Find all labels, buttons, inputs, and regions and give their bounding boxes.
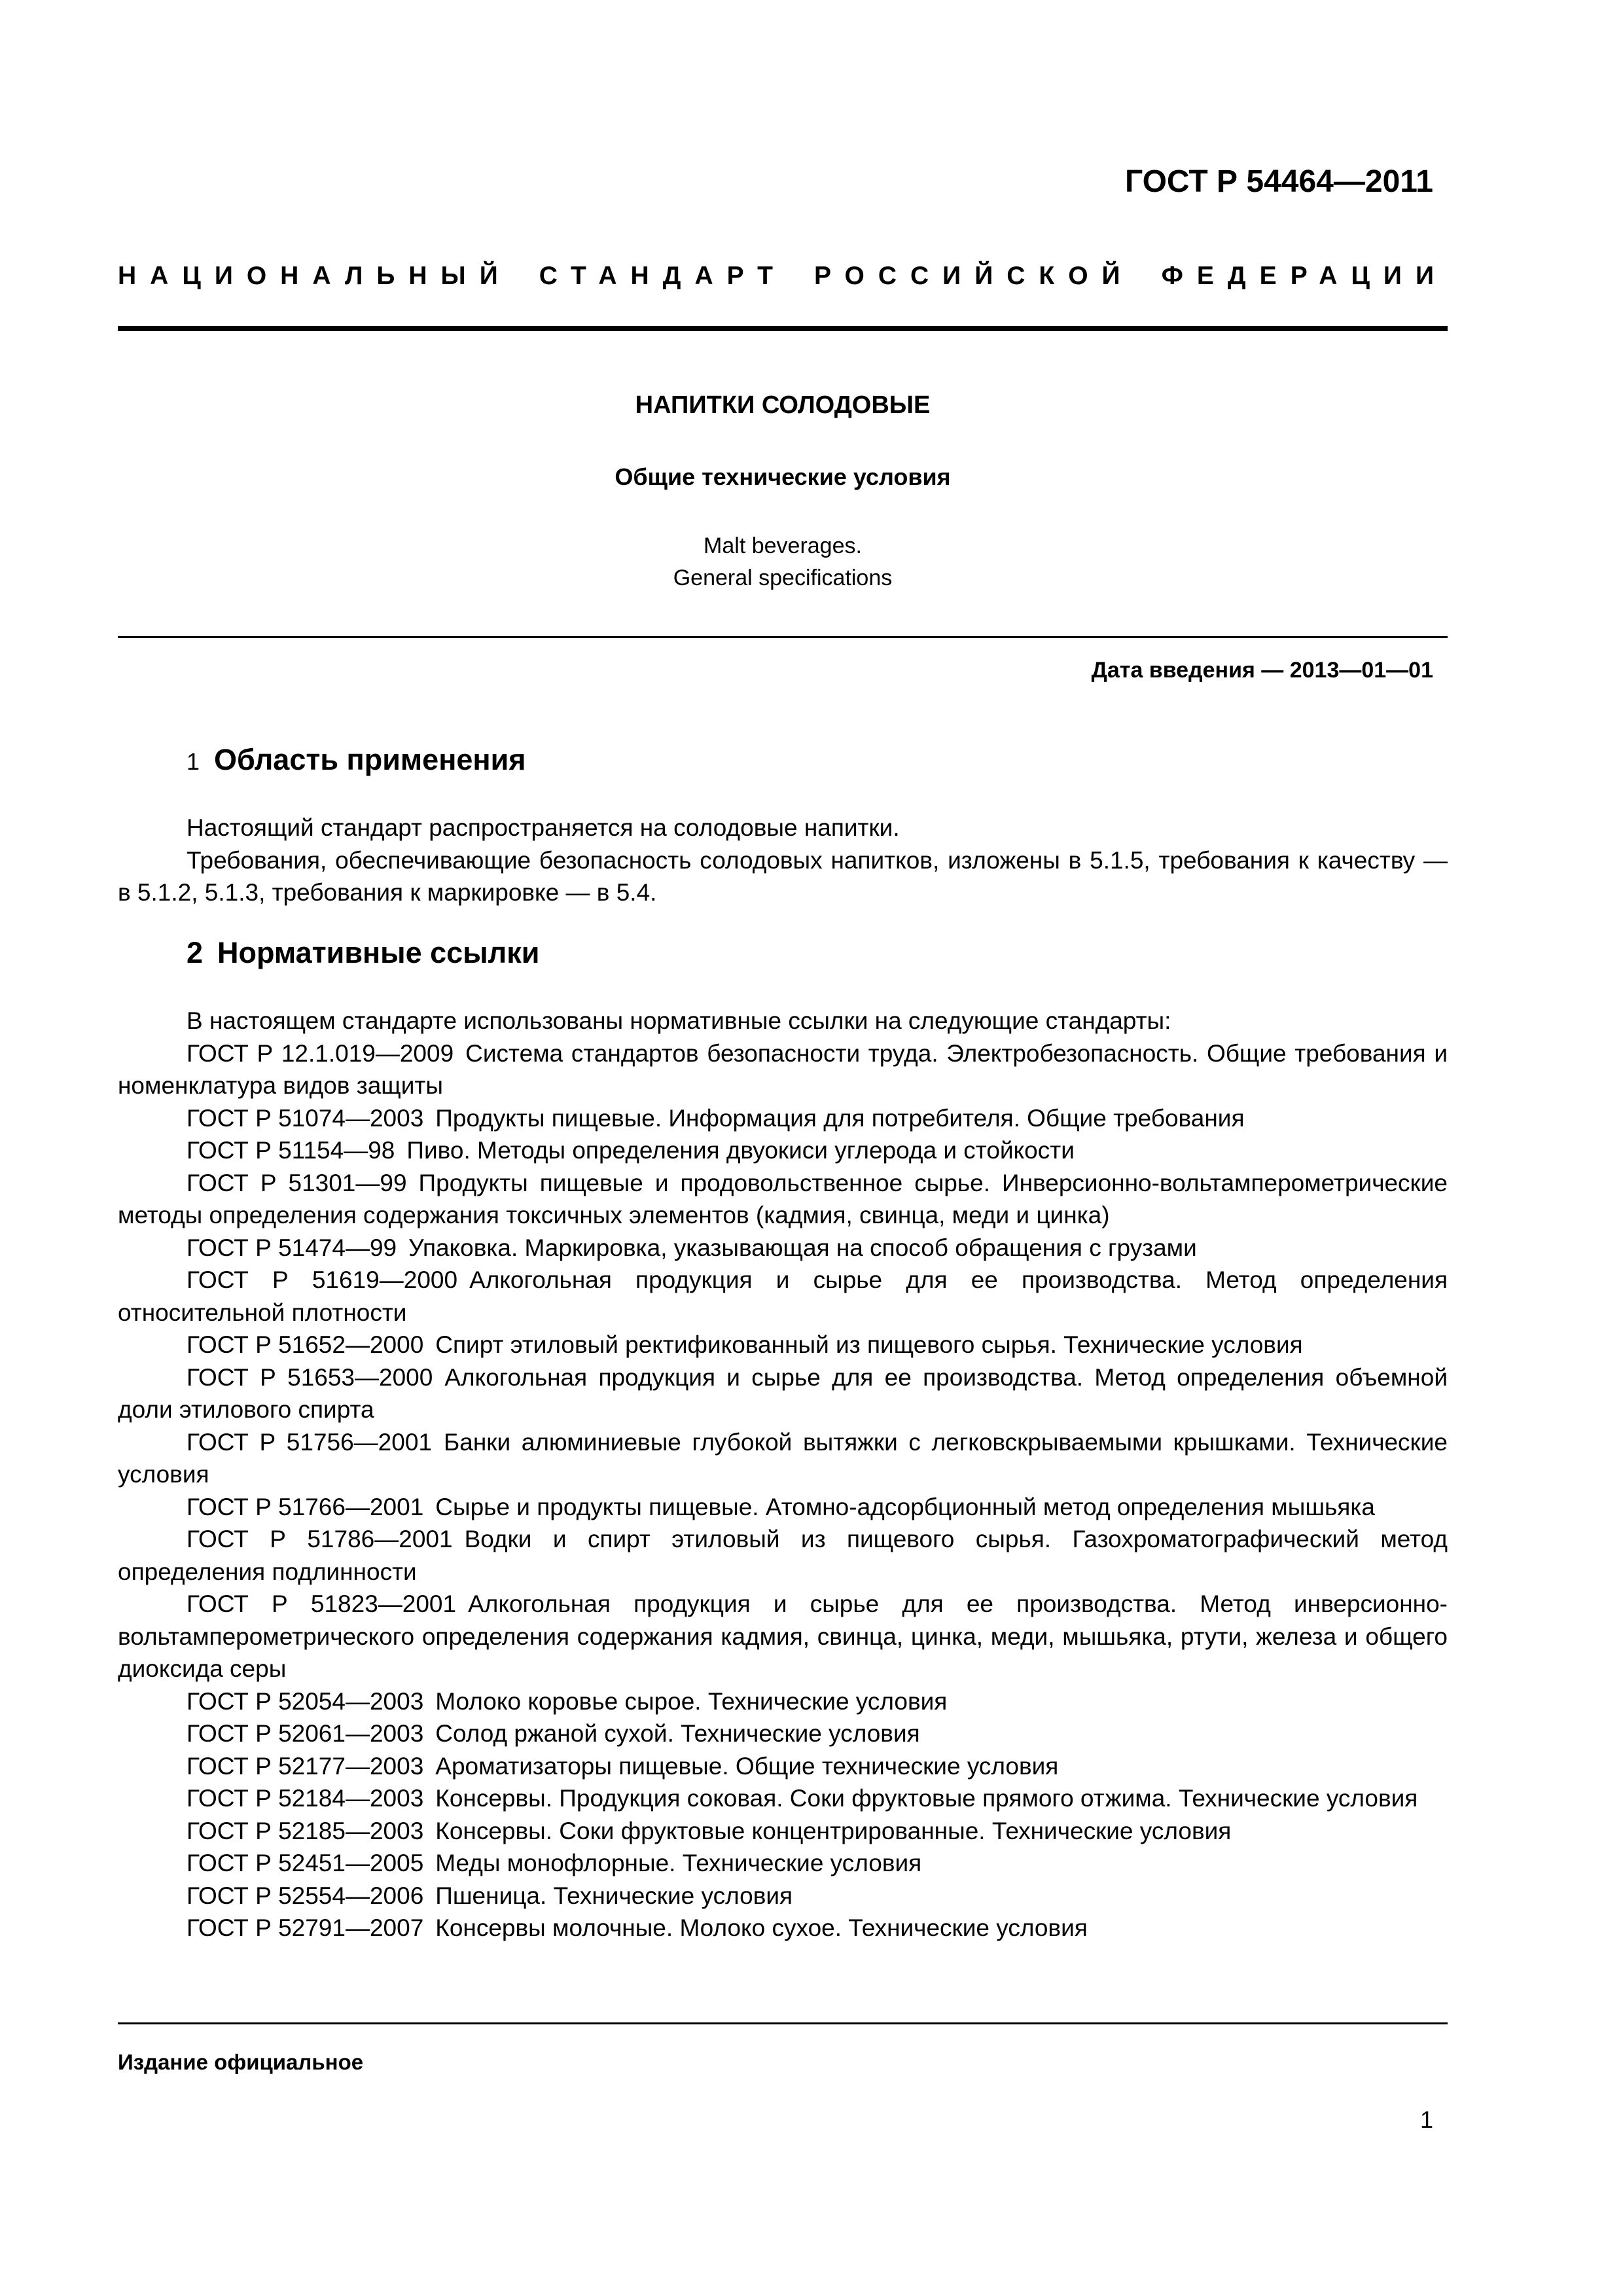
reference-text: Солод ржаной сухой. Технические условия <box>435 1720 920 1747</box>
page-number: 1 <box>1419 2106 1433 2133</box>
references-intro: В настоящем стандарте использованы нормативные ссылки на следующие стандарты: <box>187 1007 1171 1034</box>
reference-text: Консервы. Продукция соковая. Соки фруктовые прямого отжима. Технические условия <box>435 1785 1418 1812</box>
reference-item <box>118 1717 1448 1750</box>
standard-subtitle: Общие технические условия <box>615 463 951 490</box>
reference-item <box>118 1588 1448 1685</box>
edition-note: Издание официальное <box>118 2050 364 2074</box>
reference-text: Алкогольная продукция и сырье для ее производства. Метод определения относительной плотности <box>118 1266 1448 1326</box>
reference-text: Спирт этиловый ректификованный из пищевого сырья. Технические условия <box>435 1331 1303 1358</box>
reference-text: Банки алюминиевые глубокой вытяжки с легковскрываемыми крышками. Технические условия <box>118 1428 1448 1488</box>
reference-list <box>118 1037 1448 1945</box>
national-title-word: ФЕДЕРАЦИИ <box>1161 262 1448 290</box>
reference-code: ГОСТ Р 51474—99 <box>187 1234 397 1261</box>
reference-item <box>118 1847 1448 1880</box>
reference-code: ГОСТ Р 51823—2001 <box>187 1590 457 1617</box>
section-1-body <box>118 812 1448 909</box>
reference-code: ГОСТ Р 52554—2006 <box>187 1882 424 1909</box>
section-title: Нормативные ссылки <box>217 936 540 969</box>
reference-item <box>118 1037 1448 1102</box>
national-standard-title <box>118 262 1448 291</box>
reference-item <box>118 1264 1448 1329</box>
national-title-word: РОССИЙСКОЙ <box>814 262 1134 290</box>
reference-code: ГОСТ Р 52054—2003 <box>187 1687 424 1715</box>
english-title-line: General specifications <box>673 565 893 590</box>
english-title-line: Malt beverages. <box>704 533 862 558</box>
introduction-date: Дата введения — 2013—01—01 <box>1091 658 1433 683</box>
reference-code: ГОСТ Р 51619—2000 <box>187 1266 458 1293</box>
reference-code: ГОСТ Р 52061—2003 <box>187 1720 424 1747</box>
reference-text: Ароматизаторы пищевые. Общие технические условия <box>435 1752 1059 1780</box>
section-1-heading <box>187 743 526 777</box>
reference-item <box>118 1232 1448 1265</box>
reference-text: Алкогольная продукция и сырье для ее производства. Метод инверсионно-вольтамперометрического определения содержания кадмия, свинца, цинка, меди, мышьяка, ртути, железа и общего диоксида серы <box>118 1590 1448 1682</box>
section-title: Область применения <box>214 743 526 776</box>
reference-code: ГОСТ Р 52451—2005 <box>187 1850 424 1876</box>
title-rule <box>118 636 1448 638</box>
reference-code: ГОСТ Р 51653—2000 <box>187 1363 433 1391</box>
document-id: ГОСТ Р 54464—2011 <box>1125 164 1433 199</box>
reference-code: ГОСТ Р 51154—98 <box>187 1137 395 1164</box>
reference-item <box>118 1329 1448 1361</box>
reference-text: Консервы. Соки фруктовые концентрированные. Технические условия <box>435 1817 1232 1844</box>
reference-text: Система стандартов безопасности труда. Электробезопасность. Общие требования и номенклатура видов защиты <box>118 1039 1448 1099</box>
reference-code: ГОСТ Р 51756—2001 <box>187 1428 432 1456</box>
standard-title: НАПИТКИ СОЛОДОВЫЕ <box>635 391 931 419</box>
reference-text: Меды монофлорные. Технические условия <box>435 1850 922 1876</box>
reference-item <box>118 1523 1448 1588</box>
reference-item <box>118 1782 1448 1815</box>
reference-code: ГОСТ Р 51301—99 <box>187 1169 407 1196</box>
reference-code: ГОСТ Р 51074—2003 <box>187 1104 424 1132</box>
reference-item <box>118 1167 1448 1232</box>
reference-text: Продукты пищевые и продовольственное сырье. Инверсионно-вольтамперометрические методы определения содержания токсичных элементов (кадмия, свинца, меди и цинка) <box>118 1169 1448 1229</box>
reference-item <box>118 1426 1448 1491</box>
reference-item <box>118 1750 1448 1783</box>
reference-item <box>118 1880 1448 1912</box>
english-title <box>118 530 1448 594</box>
reference-item <box>118 1134 1448 1167</box>
footer-rule <box>118 2022 1448 2024</box>
reference-item <box>118 1102 1448 1135</box>
reference-item <box>118 1491 1448 1524</box>
reference-text: Пиво. Методы определения двуокиси углерода и стойкости <box>406 1137 1075 1164</box>
paragraph: Настоящий стандарт распространяется на солодовые напитки. <box>187 814 900 841</box>
reference-code: ГОСТ Р 52177—2003 <box>187 1752 424 1780</box>
reference-text: Сырье и продукты пищевые. Атомно-адсорбционный метод определения мышьяка <box>435 1493 1375 1520</box>
normative-references <box>118 1005 1448 1945</box>
reference-code: ГОСТ Р 52791—2007 <box>187 1914 424 1941</box>
reference-code: ГОСТ Р 52185—2003 <box>187 1817 424 1844</box>
reference-item <box>118 1361 1448 1426</box>
paragraph: Требования, обеспечивающие безопасность солодовых напитков, изложены в 5.1.5, требования к качеству — в 5.1.2, 5.1.3, требования к маркировке — в 5.4. <box>118 846 1448 906</box>
reference-item <box>118 1815 1448 1848</box>
reference-item <box>118 1912 1448 1945</box>
reference-text: Водки и спирт этиловый из пищевого сырья. Газохроматографический метод определения подлинности <box>118 1526 1448 1585</box>
national-title-word: НАЦИОНАЛЬНЫЙ <box>118 262 512 290</box>
header-rule <box>118 326 1448 331</box>
reference-item <box>118 1685 1448 1718</box>
reference-text: Упаковка. Маркировка, указывающая на способ обращения с грузами <box>408 1234 1197 1261</box>
reference-text: Продукты пищевые. Информация для потребителя. Общие требования <box>435 1104 1245 1132</box>
reference-text: Пшеница. Технические условия <box>435 1882 793 1909</box>
reference-text: Консервы молочные. Молоко сухое. Технические условия <box>435 1914 1088 1941</box>
national-title-word: СТАНДАРТ <box>539 262 787 290</box>
section-2-heading <box>187 936 539 970</box>
section-number: 2 <box>187 936 204 969</box>
section-number: 1 <box>187 748 200 775</box>
reference-code: ГОСТ Р 51652—2000 <box>187 1331 424 1358</box>
reference-code: ГОСТ Р 12.1.019—2009 <box>187 1039 454 1067</box>
reference-code: ГОСТ Р 52184—2003 <box>187 1785 424 1812</box>
reference-text: Алкогольная продукция и сырье для ее производства. Метод определения объемной доли этилового спирта <box>118 1363 1448 1423</box>
reference-code: ГОСТ Р 51786—2001 <box>187 1526 453 1552</box>
reference-code: ГОСТ Р 51766—2001 <box>187 1493 424 1520</box>
reference-text: Молоко коровье сырое. Технические условия <box>435 1687 948 1715</box>
